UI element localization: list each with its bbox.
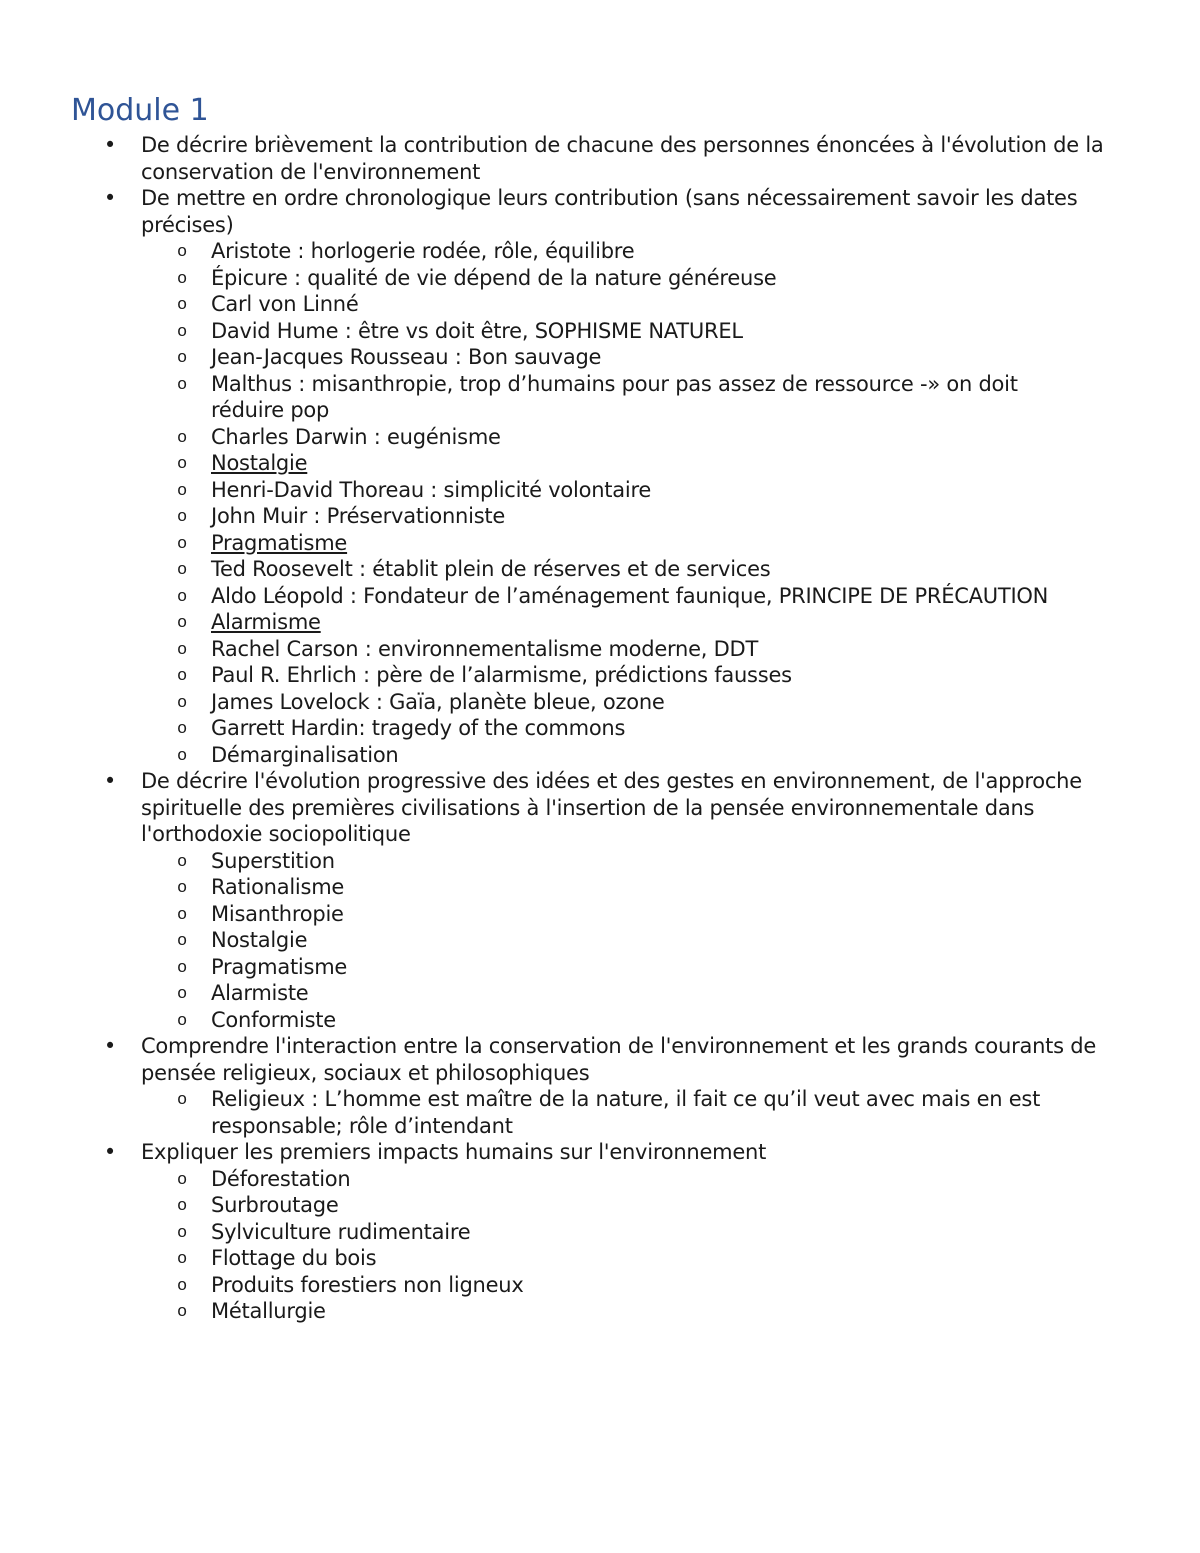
objective-text: Expliquer les premiers impacts humains sur l'environnement — [141, 1140, 767, 1164]
circle-bullet-icon: o — [177, 614, 187, 633]
sub-list — [141, 848, 1140, 1034]
circle-bullet-icon: o — [177, 720, 187, 739]
objective-item — [0, 185, 1200, 768]
sub-item — [0, 265, 1140, 292]
circle-bullet-icon: o — [177, 1250, 187, 1269]
sub-item-text: Malthus : misanthropie, trop d’humains pour pas assez de ressource -» on doit réduire pop — [211, 371, 1018, 422]
sub-item-text: David Hume : être vs doit être, SOPHISME NATUREL — [211, 318, 743, 343]
sub-item-text: Conformiste — [211, 1007, 336, 1032]
sub-item-text: Démarginalisation — [211, 742, 399, 767]
sub-item-text: James Lovelock : Gaïa, planète bleue, ozone — [211, 689, 665, 714]
sub-item — [0, 530, 1140, 557]
sub-item — [0, 371, 1140, 424]
sub-item-text: Métallurgie — [211, 1299, 326, 1323]
sub-item-text: Ted Roosevelt : établit plein de réserves et de services — [211, 557, 771, 581]
objective-item — [0, 1033, 1200, 1139]
sub-item-text: Nostalgie — [211, 928, 308, 952]
circle-bullet-icon: o — [177, 640, 187, 660]
circle-bullet-icon: o — [177, 958, 187, 978]
sub-item-text: Déforestation — [211, 1166, 351, 1191]
circle-bullet-icon: o — [177, 587, 187, 607]
sub-item — [0, 662, 1140, 689]
sub-item-text: Aldo Léopold : Fondateur de l’aménagement faunique, PRINCIPE DE PRÉCAUTION — [211, 583, 1049, 608]
sub-item-text: Produits forestiers non ligneux — [211, 1272, 524, 1297]
sub-item-text: Flottage du bois — [211, 1246, 377, 1270]
circle-bullet-icon: o — [177, 322, 187, 342]
bullet-icon: • — [103, 1140, 117, 1164]
objective-text: De mettre en ordre chronologique leurs contribution (sans nécessairement savoir les dates précises) — [141, 186, 1078, 237]
sub-item — [0, 583, 1140, 610]
sub-item — [0, 238, 1140, 265]
sub-item — [0, 1192, 1140, 1219]
sub-item-text: Épicure : qualité de vie dépend de la nature généreuse — [211, 265, 777, 290]
sub-list — [141, 1166, 1140, 1325]
sub-item-text: Henri-David Thoreau : simplicité volontaire — [211, 477, 652, 502]
sub-item-text: Aristote : horlogerie rodée, rôle, équilibre — [211, 239, 635, 263]
sub-item-text: Rachel Carson : environnementalisme moderne, DDT — [211, 636, 759, 661]
sub-list — [141, 238, 1140, 768]
circle-bullet-icon: o — [177, 1011, 187, 1031]
sub-item — [0, 636, 1140, 663]
circle-bullet-icon: o — [177, 243, 187, 262]
circle-bullet-icon: o — [177, 534, 187, 554]
sub-item — [0, 1166, 1140, 1193]
category-heading: Alarmisme — [211, 610, 321, 634]
circle-bullet-icon: o — [177, 1091, 187, 1110]
category-heading: Nostalgie — [211, 451, 308, 475]
circle-bullet-icon: o — [177, 349, 187, 368]
circle-bullet-icon: o — [177, 1303, 187, 1322]
bullet-icon: • — [103, 133, 117, 157]
category-heading: Pragmatisme — [211, 530, 348, 555]
objective-text: De décrire l'évolution progressive des idées et des gestes en environnement, de l'approche spirituelle des premières civilisations à l'insertion de la pensée environnementale dans l'orthodoxie sociopolitique — [141, 769, 1082, 846]
sub-item-text: Jean-Jacques Rousseau : Bon sauvage — [211, 345, 602, 369]
circle-bullet-icon: o — [177, 1197, 187, 1216]
sub-item-text: Charles Darwin : eugénisme — [211, 424, 501, 449]
sub-item — [0, 318, 1140, 345]
sub-item-text: Misanthropie — [211, 901, 344, 926]
sub-item — [0, 689, 1140, 716]
sub-item — [0, 1245, 1140, 1272]
sub-item-text: Sylviculture rudimentaire — [211, 1219, 471, 1244]
circle-bullet-icon: o — [177, 1170, 187, 1190]
objective-text: De décrire brièvement la contribution de chacune des personnes énoncées à l'évolution de la conservation de l'environnement — [141, 133, 1104, 184]
circle-bullet-icon: o — [177, 561, 187, 580]
circle-bullet-icon: o — [177, 375, 187, 395]
circle-bullet-icon: o — [177, 508, 187, 527]
sub-item-text: Rationalisme — [211, 875, 345, 899]
objective-text: Comprendre l'interaction entre la conservation de l'environnement et les grands courants de pensée religieux, sociaux et philosophiques — [141, 1034, 1096, 1085]
sub-item — [0, 1007, 1140, 1034]
sub-item — [0, 1219, 1140, 1246]
bullet-icon: • — [103, 769, 117, 793]
circle-bullet-icon: o — [177, 1276, 187, 1296]
circle-bullet-icon: o — [177, 667, 187, 686]
sub-item — [0, 954, 1140, 981]
circle-bullet-icon: o — [177, 985, 187, 1004]
sub-item-text: Religieux : L’homme est maître de la nature, il fait ce qu’il veut avec mais en est responsable; rôle d’intendant — [211, 1087, 1041, 1138]
sub-item-text: Paul R. Ehrlich : père de l’alarmisme, prédictions fausses — [211, 663, 792, 687]
sub-list — [141, 1086, 1140, 1139]
circle-bullet-icon: o — [177, 932, 187, 951]
circle-bullet-icon: o — [177, 693, 187, 713]
objective-item — [0, 768, 1200, 1033]
sub-item-text: Alarmiste — [211, 981, 309, 1005]
sub-item-text: John Muir : Préservationniste — [211, 504, 506, 528]
sub-item-text: Superstition — [211, 848, 335, 873]
sub-item — [0, 1086, 1140, 1139]
circle-bullet-icon: o — [177, 746, 187, 766]
objective-item — [0, 1139, 1200, 1325]
objectives-list — [0, 132, 1200, 1325]
sub-item-text: Surbroutage — [211, 1193, 339, 1217]
page-title: Module 1 — [71, 93, 209, 128]
sub-item — [0, 980, 1140, 1007]
circle-bullet-icon: o — [177, 879, 187, 898]
sub-item — [0, 927, 1140, 954]
sub-item — [0, 848, 1140, 875]
objective-item — [0, 132, 1200, 185]
sub-item — [0, 503, 1140, 530]
sub-item — [0, 609, 1140, 636]
sub-item — [0, 450, 1140, 477]
sub-item — [0, 556, 1140, 583]
circle-bullet-icon: o — [177, 1223, 187, 1243]
sub-item — [0, 1298, 1140, 1325]
circle-bullet-icon: o — [177, 269, 187, 289]
sub-item — [0, 344, 1140, 371]
circle-bullet-icon: o — [177, 852, 187, 872]
circle-bullet-icon: o — [177, 481, 187, 501]
sub-item — [0, 742, 1140, 769]
sub-item-text: Carl von Linné — [211, 292, 359, 316]
circle-bullet-icon: o — [177, 428, 187, 448]
sub-item-text: Pragmatisme — [211, 954, 348, 979]
sub-item — [0, 874, 1140, 901]
bullet-icon: • — [103, 1034, 117, 1058]
sub-item — [0, 901, 1140, 928]
bullet-icon: • — [103, 186, 117, 210]
circle-bullet-icon: o — [177, 296, 187, 315]
sub-item — [0, 424, 1140, 451]
sub-item-text: Garrett Hardin: tragedy of the commons — [211, 716, 626, 740]
circle-bullet-icon: o — [177, 905, 187, 925]
circle-bullet-icon: o — [177, 455, 187, 474]
sub-item — [0, 1272, 1140, 1299]
sub-item — [0, 291, 1140, 318]
sub-item — [0, 477, 1140, 504]
sub-item — [0, 715, 1140, 742]
